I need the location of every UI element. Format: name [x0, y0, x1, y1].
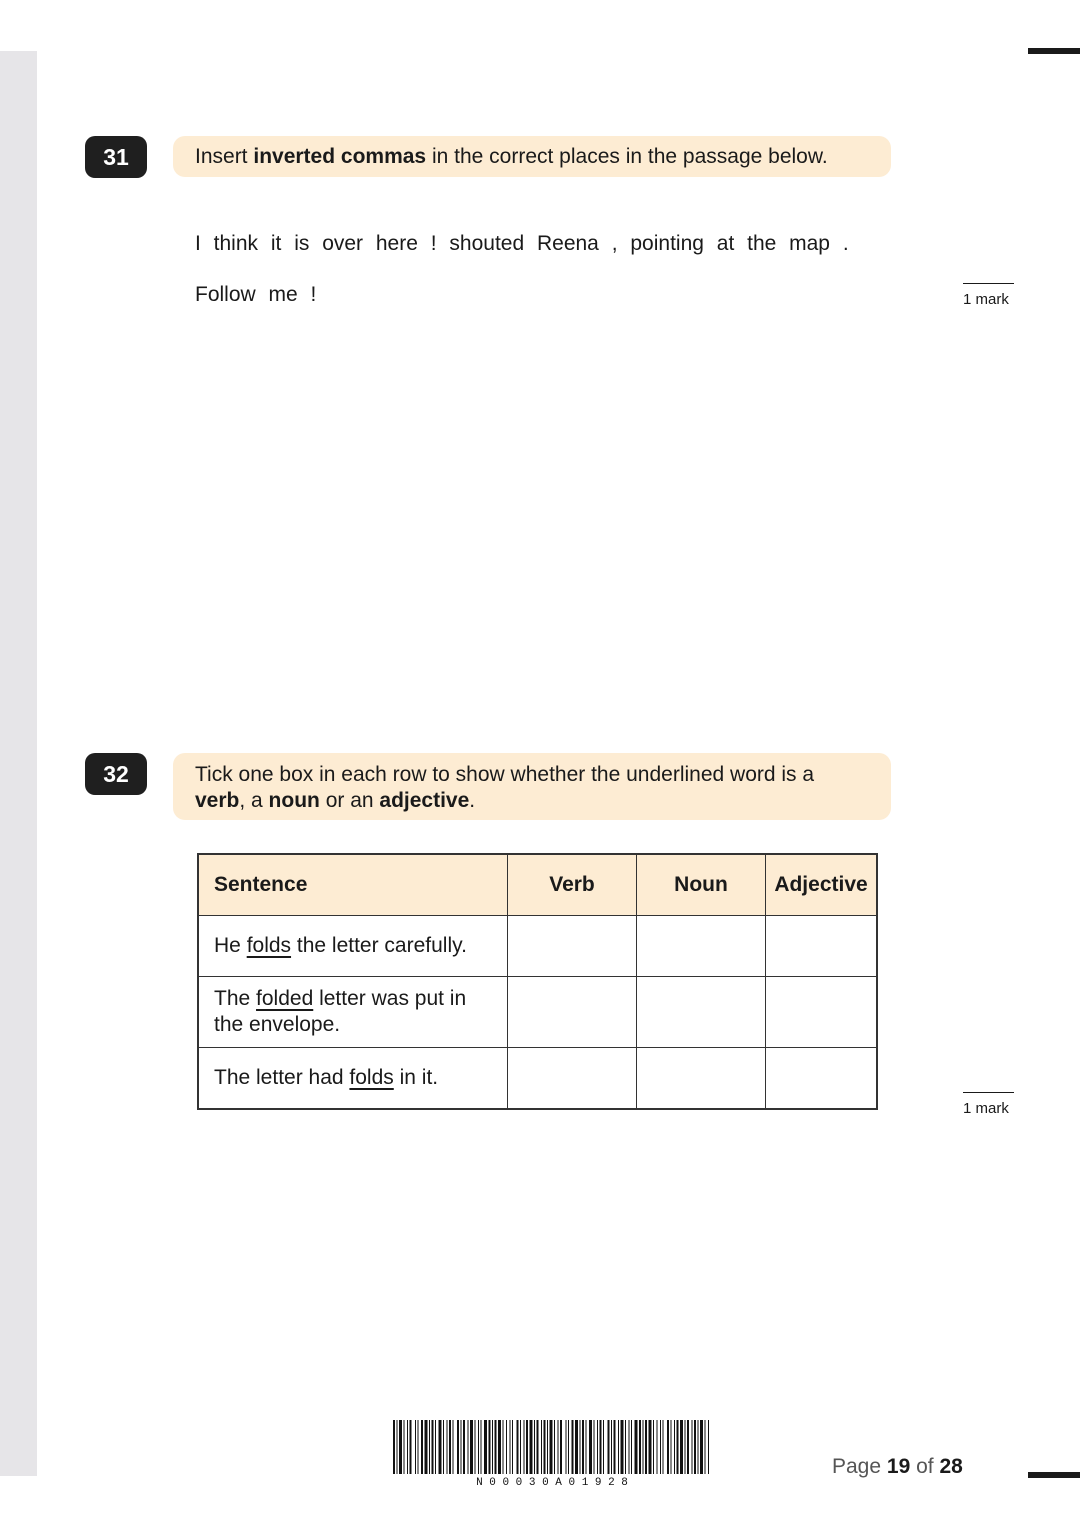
- barcode-bar: [586, 1420, 587, 1474]
- barcode-bar: [705, 1420, 706, 1474]
- barcode-bar: [582, 1420, 584, 1474]
- barcode-bar: [447, 1420, 448, 1474]
- barcode-bar: [643, 1420, 644, 1474]
- barcode-bar: [566, 1420, 567, 1474]
- barcode-bar: [700, 1420, 703, 1474]
- barcode-bar: [639, 1420, 641, 1474]
- barcode-bar: [600, 1420, 602, 1474]
- barcode-bar: [484, 1420, 487, 1474]
- barcode-bar: [611, 1420, 612, 1474]
- barcode-bar: [708, 1420, 709, 1474]
- passage-line-1[interactable]: I think it is over here ! shouted Reena , pointing at the map .: [195, 232, 849, 255]
- barcode-bar: [671, 1420, 672, 1474]
- barcode: [391, 1418, 713, 1488]
- barcode-bar: [517, 1420, 519, 1474]
- instruction-bold-text: inverted commas: [253, 145, 427, 168]
- instruction-bold-adjective: adjective: [379, 789, 470, 812]
- tick-box-noun[interactable]: [637, 1048, 766, 1110]
- mark-rule: [963, 1092, 1014, 1100]
- underlined-word: folds: [246, 934, 292, 957]
- barcode-bar: [575, 1420, 578, 1474]
- barcode-bar: [677, 1420, 679, 1474]
- barcode-bar: [621, 1420, 624, 1474]
- barcode-bar: [560, 1420, 562, 1474]
- barcode-bar: [625, 1420, 626, 1474]
- barcode-bar: [618, 1420, 619, 1474]
- instruction-text: Insert: [195, 145, 254, 168]
- barcode-bar: [530, 1420, 533, 1474]
- barcode-bar: [544, 1420, 546, 1474]
- instruction-text: .: [469, 789, 476, 812]
- barcode-bar: [470, 1420, 473, 1474]
- page-number: 19: [886, 1455, 911, 1478]
- question-31-instruction: [173, 136, 891, 177]
- instruction-bold-noun: noun: [268, 789, 320, 812]
- barcode-bar: [418, 1420, 419, 1474]
- barcode-bar: [475, 1420, 476, 1474]
- barcode-bar: [415, 1420, 416, 1474]
- header-noun: Noun: [637, 854, 766, 916]
- barcode-bar: [554, 1420, 555, 1474]
- barcode-bar: [429, 1420, 430, 1474]
- header-adjective: Adjective: [766, 854, 878, 916]
- header-sentence: Sentence: [198, 854, 508, 916]
- barcode-bar: [541, 1420, 542, 1474]
- mark-rule: [963, 283, 1014, 291]
- tick-box-verb[interactable]: [508, 977, 637, 1048]
- instruction-text: in the correct places in the passage below.: [426, 145, 828, 168]
- barcode-bar: [478, 1420, 479, 1474]
- barcode-bar: [520, 1420, 521, 1474]
- mark-allocation-32: [963, 1092, 1014, 1117]
- mark-label: 1 mark: [963, 1100, 1009, 1117]
- barcode-bar: [439, 1420, 442, 1474]
- tick-box-adjective[interactable]: [766, 916, 878, 977]
- sentence-cell: [198, 1048, 508, 1110]
- instruction-text: , a: [239, 789, 269, 812]
- barcode-bar: [524, 1420, 525, 1474]
- barcode-bar: [492, 1420, 493, 1474]
- barcode-bar: [410, 1420, 412, 1474]
- barcode-bar: [657, 1420, 658, 1474]
- corner-mark-top: [1028, 48, 1080, 54]
- of-word: of: [910, 1455, 940, 1478]
- mark-allocation-31: [963, 283, 1014, 308]
- barcode-bar: [425, 1420, 428, 1474]
- barcode-bar: [468, 1420, 469, 1474]
- barcode-bar: [635, 1420, 638, 1474]
- barcode-bar: [580, 1420, 581, 1474]
- barcode-bar: [645, 1420, 647, 1474]
- table-header-row: [198, 854, 877, 916]
- barcode-bar: [698, 1420, 699, 1474]
- barcode-bar: [432, 1420, 434, 1474]
- barcode-bar: [649, 1420, 652, 1474]
- barcode-bar: [399, 1420, 402, 1474]
- barcode-bar: [481, 1420, 482, 1474]
- sentence-text: the letter carefully.: [291, 934, 467, 957]
- barcode-bar: [692, 1420, 693, 1474]
- barcode-bar: [547, 1420, 548, 1474]
- tick-box-adjective[interactable]: [766, 977, 878, 1048]
- barcode-bar: [660, 1420, 661, 1474]
- barcode-bar: [572, 1420, 574, 1474]
- barcode-bar: [453, 1420, 454, 1474]
- sentence-text: The letter had: [214, 1066, 350, 1089]
- barcode-bar: [667, 1420, 669, 1474]
- barcode-bar: [614, 1420, 616, 1474]
- barcode-bar: [629, 1420, 630, 1474]
- barcode-bar: [608, 1420, 610, 1474]
- instruction-text: or an: [319, 789, 380, 812]
- barcode-bar: [489, 1420, 491, 1474]
- barcode-bar: [687, 1420, 689, 1474]
- table-row: [198, 916, 877, 977]
- barcode-bar: [526, 1420, 528, 1474]
- barcode-bar: [653, 1420, 654, 1474]
- barcode-bar: [506, 1420, 507, 1474]
- barcode-bar: [404, 1420, 405, 1474]
- barcode-bar: [449, 1420, 451, 1474]
- barcode-bar: [597, 1420, 598, 1474]
- page-footer: [832, 1455, 963, 1479]
- barcode-bar: [443, 1420, 444, 1474]
- barcode-bar: [512, 1420, 513, 1474]
- passage-line-2[interactable]: Follow me !: [195, 283, 317, 306]
- barcode-bar: [663, 1420, 664, 1474]
- barcode-bar: [393, 1420, 395, 1474]
- mark-label: 1 mark: [963, 291, 1009, 308]
- barcode-bar: [537, 1420, 539, 1474]
- barcode-bar: [694, 1420, 696, 1474]
- table-row: [198, 977, 877, 1048]
- barcode-bar: [568, 1420, 569, 1474]
- barcode-bar: [407, 1420, 408, 1474]
- barcode-bar: [685, 1420, 686, 1474]
- instruction-bold-verb: verb: [195, 789, 240, 812]
- instruction-text: Tick one box in each row to show whether the underlined word is a: [195, 763, 815, 786]
- sentence-cell: [198, 977, 508, 1048]
- barcode-bar: [674, 1420, 675, 1474]
- sentence-cell: [198, 916, 508, 977]
- question-number-31: 31: [85, 136, 147, 178]
- barcode-bar: [558, 1420, 559, 1474]
- barcode-bar: [534, 1420, 535, 1474]
- barcode-bar: [503, 1420, 504, 1474]
- tick-box-noun[interactable]: [637, 977, 766, 1048]
- barcode-bar: [435, 1420, 436, 1474]
- sentence-text: He: [214, 934, 247, 957]
- barcode-bar: [594, 1420, 595, 1474]
- page-word: Page: [832, 1455, 887, 1478]
- barcode-bar: [550, 1420, 553, 1474]
- barcode-bar: [461, 1420, 462, 1474]
- sentence-text: letter was put in the envelope.: [214, 987, 467, 1036]
- barcode-bar: [421, 1420, 423, 1474]
- barcode-text: N 0 0 0 3 0 A 0 1 9 2 8: [476, 1477, 628, 1488]
- barcode-bar: [498, 1420, 501, 1474]
- barcode-bar: [680, 1420, 683, 1474]
- tick-box-noun[interactable]: [637, 916, 766, 977]
- table-row: [198, 1048, 877, 1110]
- barcode-bar: [463, 1420, 465, 1474]
- barcode-bar: [631, 1420, 632, 1474]
- barcode-bar: [510, 1420, 511, 1474]
- sentence-text: The: [214, 987, 257, 1010]
- barcode-bar: [495, 1420, 497, 1474]
- header-verb: Verb: [508, 854, 637, 916]
- barcode-bar: [603, 1420, 604, 1474]
- corner-mark-bottom: [1028, 1472, 1080, 1478]
- barcode-bar: [589, 1420, 592, 1474]
- tick-box-verb[interactable]: [508, 916, 637, 977]
- barcode-bar: [397, 1420, 398, 1474]
- tick-box-verb[interactable]: [508, 1048, 637, 1110]
- underlined-word: folded: [256, 987, 314, 1010]
- page-total: 28: [939, 1455, 963, 1478]
- question-number-32: 32: [85, 753, 147, 795]
- underlined-word: folds: [349, 1066, 394, 1089]
- tick-box-adjective[interactable]: [766, 1048, 878, 1110]
- word-class-table: [197, 853, 878, 1110]
- barcode-bar: [457, 1420, 459, 1474]
- question-32-instruction: [173, 753, 891, 820]
- sentence-text: in it.: [393, 1066, 439, 1089]
- margin-strip: [0, 51, 37, 1476]
